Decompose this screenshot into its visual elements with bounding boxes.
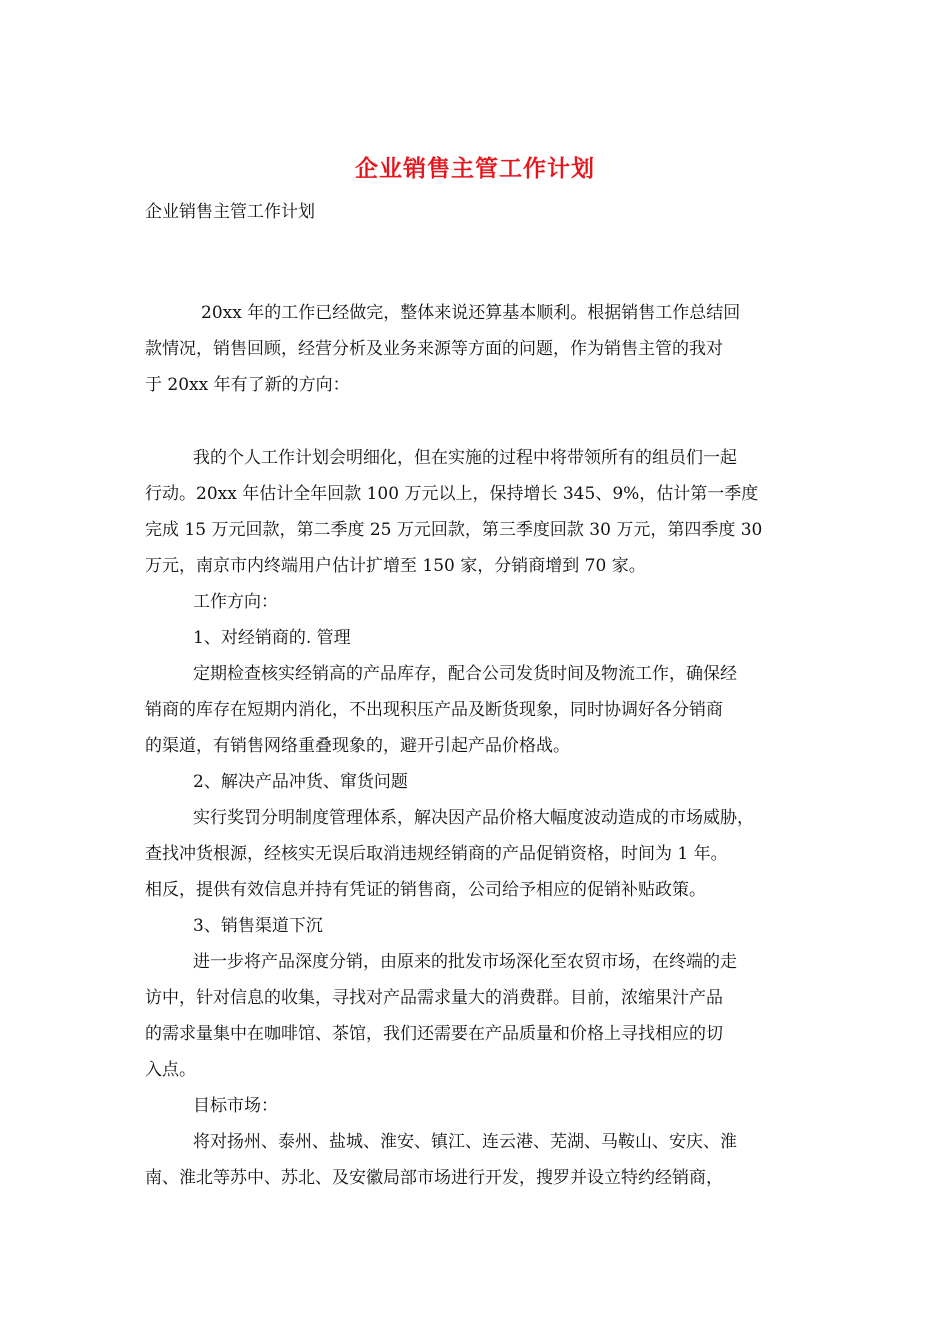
section2-line: 查找冲货根源，经核实无误后取消违规经销商的产品促销资格，时间为 1 年。	[145, 844, 728, 864]
section3-line: 入点。	[145, 1060, 196, 1080]
section3-line: 访中，针对信息的收集，寻找对产品需求量大的消费群。目前，浓缩果汁产品	[145, 988, 723, 1008]
section2-line: 实行奖罚分明制度管理体系，解决因产品价格大幅度波动造成的市场威胁，	[193, 808, 754, 828]
section1-line: 销商的库存在短期内消化，不出现积压产品及断货现象，同时协调好各分销商	[145, 700, 723, 720]
section-heading-3: 3、销售渠道下沉	[193, 916, 323, 936]
target-market-line: 将对扬州、泰州、盐城、淮安、镇江、连云港、芜湖、马鞍山、安庆、淮	[193, 1132, 737, 1152]
section3-line: 的需求量集中在咖啡馆、茶馆，我们还需要在产品质量和价格上寻找相应的切	[145, 1024, 723, 1044]
intro-paragraph	[145, 295, 817, 403]
plan-section	[145, 440, 817, 1196]
plan-line: 我的个人工作计划会明细化，但在实施的过程中将带领所有的组员们一起	[193, 448, 737, 468]
target-market-heading: 目标市场：	[193, 1096, 278, 1116]
target-market-line: 南、淮北等苏中、苏北、及安徽局部市场进行开发，搜罗并设立特约经销商，	[145, 1168, 723, 1188]
section2-line: 相反，提供有效信息并持有凭证的销售商，公司给予相应的促销补贴政策。	[145, 880, 706, 900]
plan-line: 万元，南京市内终端用户估计扩增至 150 家，分销商增到 70 家。	[145, 556, 646, 576]
intro-line: 于 20xx 年有了新的方向：	[145, 375, 350, 395]
section-heading-1: 1、对经销商的. 管理	[193, 628, 351, 648]
section3-line: 进一步将产品深度分销，由原来的批发市场深化至农贸市场，在终端的走	[193, 952, 737, 972]
document-title: 企业销售主管工作计划	[355, 155, 595, 182]
document-subtitle: 企业销售主管工作计划	[145, 202, 315, 222]
work-direction-label: 工作方向：	[193, 592, 278, 612]
intro-line: 20xx 年的工作已经做完，整体来说还算基本顺利。根据销售工作总结回	[201, 303, 741, 323]
plan-line: 完成 15 万元回款，第二季度 25 万元回款，第三季度回款 30 万元，第四季度 30	[145, 520, 763, 540]
intro-line: 款情况，销售回顾，经营分析及业务来源等方面的问题，作为销售主管的我对	[145, 339, 723, 359]
section1-line: 定期检查核实经销高的产品库存，配合公司发货时间及物流工作，确保经	[193, 664, 737, 684]
section1-line: 的渠道，有销售网络重叠现象的，避开引起产品价格战。	[145, 736, 570, 756]
plan-line: 行动。20xx 年估计全年回款 100 万元以上，保持增长 345、9%，估计第一季度	[145, 484, 759, 504]
section-heading-2: 2、解决产品冲货、窜货问题	[193, 772, 408, 792]
